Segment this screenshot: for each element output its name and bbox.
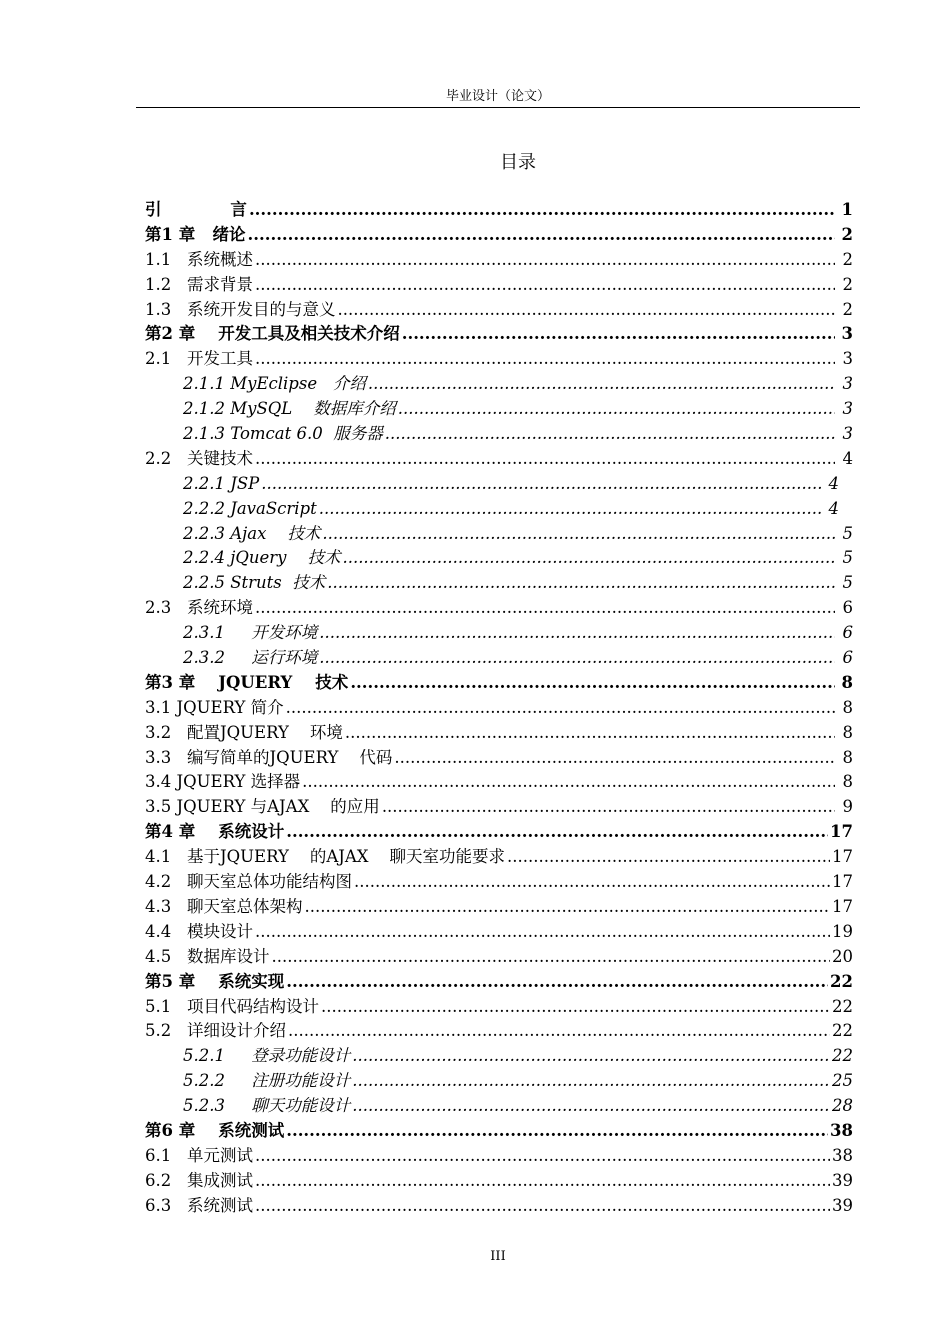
toc-entry-label: 第4 章 系统设计 [145,822,285,842]
toc-entry-page: 2 [841,224,853,244]
toc-entry[interactable] [145,870,855,895]
toc-entry-page: 38 [830,1120,853,1140]
toc-entry-label: 第6 章 系统测试 [145,1120,285,1140]
toc-entry[interactable] [145,1094,855,1119]
toc-entry-label: 2.2.3 Ajax 技术 [183,523,321,543]
toc-entry-label: 4.4 模块设计 [145,921,253,941]
toc-entry[interactable] [145,895,855,920]
toc-title: 目录 [500,152,536,173]
toc-entry-label: 3.4 JQUERY 选择器 [145,772,301,792]
toc-entry-label: 4.3 聊天室总体架构 [145,896,303,916]
dot-leader [255,347,835,372]
table-of-contents [145,198,855,1219]
toc-entry-page: 39 [832,1170,853,1190]
toc-entry-page: 17 [832,847,853,867]
dot-leader [255,1144,830,1169]
toc-entry-page: 4 [842,448,853,468]
dot-leader [354,870,830,895]
toc-entry-page: 19 [832,921,853,941]
toc-entry-label: 6.3 系统测试 [145,1195,253,1215]
toc-entry-page: 4 [828,498,839,518]
dot-leader [255,596,835,621]
toc-entry[interactable] [145,447,855,472]
toc-entry-label: 2.3.2 运行环境 [183,648,318,668]
toc-entry-label: 3.5 JQUERY 与AJAX 的应用 [145,797,380,817]
toc-entry[interactable] [145,920,855,945]
toc-entry-label: 1.2 需求背景 [145,274,253,294]
dot-leader [255,1194,830,1219]
dot-leader [507,845,830,870]
toc-entry[interactable] [145,497,855,522]
toc-entry-page: 8 [842,772,853,792]
toc-entry-page: 39 [832,1195,853,1215]
toc-entry[interactable] [145,422,855,447]
dot-leader [304,895,830,920]
toc-entry[interactable] [145,546,855,571]
toc-entry-page: 8 [841,672,853,692]
toc-entry[interactable] [145,522,855,547]
toc-entry-page: 4 [828,473,839,493]
toc-entry[interactable] [145,770,855,795]
toc-entry[interactable] [145,198,855,223]
dot-leader [368,372,835,397]
toc-entry-label: 3.1 JQUERY 简介 [145,697,284,717]
toc-entry-page: 9 [842,797,853,817]
toc-entry[interactable] [145,671,855,696]
toc-entry[interactable] [145,696,855,721]
toc-entry-label: 3.2 配置JQUERY 环境 [145,722,343,742]
dot-leader [319,646,835,671]
dot-leader [249,198,835,223]
toc-entry[interactable] [145,621,855,646]
dot-leader [382,795,835,820]
toc-entry-label: 6.1 单元测试 [145,1145,253,1165]
toc-entry-label: 2.2.5 Struts 技术 [183,573,326,593]
toc-entry-page: 6 [842,598,853,618]
dot-leader [342,546,835,571]
dot-leader [350,671,835,696]
toc-entry-page: 8 [842,697,853,717]
toc-entry[interactable] [145,721,855,746]
toc-entry[interactable] [145,298,855,323]
dot-leader [255,447,835,472]
dot-leader [255,1169,830,1194]
toc-entry[interactable] [145,1169,855,1194]
toc-entry[interactable] [145,571,855,596]
toc-entry-page: 17 [830,822,853,842]
toc-entry[interactable] [145,795,855,820]
toc-entry-label: 2.3 系统环境 [145,598,253,618]
toc-entry-label: 5.2.2 注册功能设计 [183,1071,351,1091]
toc-entry-label: 1.3 系统开发目的与意义 [145,299,336,319]
toc-entry[interactable] [145,1194,855,1219]
toc-entry-label: 4.5 数据库设计 [145,946,270,966]
dot-leader [402,322,835,347]
toc-entry[interactable] [145,945,855,970]
toc-entry-page: 6 [842,648,853,668]
toc-entry[interactable] [145,1044,855,1069]
dot-leader [302,770,835,795]
toc-entry-page: 20 [832,946,853,966]
toc-entry-label: 2.1.3 Tomcat 6.0 服务器 [183,424,383,444]
toc-entry-label: 4.1 基于JQUERY 的AJAX 聊天室功能要求 [145,847,506,867]
toc-entry[interactable] [145,995,855,1020]
toc-entry-page: 2 [842,274,853,294]
toc-entry-label: 2.2.4 jQuery 技术 [183,548,341,568]
toc-entry-page: 3 [841,324,853,344]
dot-leader [271,945,830,970]
toc-entry-page: 5 [842,548,853,568]
dot-leader [319,621,835,646]
toc-entry[interactable] [145,347,855,372]
toc-entry-page: 3 [842,424,853,444]
dot-leader [247,223,835,248]
toc-entry-page: 22 [832,1021,853,1041]
dot-leader [345,721,835,746]
toc-entry[interactable] [145,273,855,298]
toc-entry-page: 22 [832,1046,853,1066]
dot-leader [286,696,835,721]
dot-leader [352,1069,830,1094]
toc-entry-page: 8 [842,722,853,742]
page-header [136,88,860,108]
toc-entry[interactable] [145,397,855,422]
toc-entry[interactable] [145,322,855,347]
dot-leader [327,571,835,596]
toc-entry-label: 2.2.1 JSP [183,473,260,493]
toc-entry[interactable] [145,248,855,273]
toc-entry[interactable] [145,970,855,995]
toc-entry-page: 22 [830,971,853,991]
toc-entry[interactable] [145,472,855,497]
toc-entry-page: 5 [842,573,853,593]
toc-entry[interactable] [145,1144,855,1169]
dot-leader [255,273,835,298]
dot-leader [352,1094,830,1119]
toc-entry-page: 38 [832,1145,853,1165]
toc-entry-label: 2.1.1 MyEclipse 介绍 [183,374,366,394]
dot-leader [322,522,835,547]
toc-entry-label: 5.2.1 登录功能设计 [183,1046,351,1066]
toc-entry[interactable] [145,372,855,397]
dot-leader [261,472,823,497]
toc-entry[interactable] [145,223,855,248]
toc-entry-page: 3 [842,374,853,394]
dot-leader [255,248,835,273]
toc-entry-label: 5.1 项目代码结构设计 [145,996,319,1016]
toc-entry-page: 6 [842,623,853,643]
toc-entry[interactable] [145,845,855,870]
dot-leader [319,497,823,522]
toc-entry-label: 1.1 系统概述 [145,249,253,269]
toc-entry-page: 2 [842,299,853,319]
toc-entry-label: 第1 章 绪论 [145,224,246,244]
toc-entry-label: 第5 章 系统实现 [145,971,285,991]
dot-leader [286,970,828,995]
toc-entry-page: 2 [842,249,853,269]
dot-leader [337,298,835,323]
header-text: 毕业设计（论文） [445,89,550,104]
toc-entry-page: 17 [832,872,853,892]
toc-entry-label: 2.2 关键技术 [145,448,253,468]
toc-entry-label: 第3 章 JQUERY 技术 [145,672,349,692]
dot-leader [352,1044,830,1069]
page-number: III [490,1249,506,1264]
toc-entry-page: 25 [832,1071,853,1091]
toc-entry-page: 3 [842,399,853,419]
dot-leader [286,820,828,845]
toc-entry[interactable] [145,646,855,671]
dot-leader [255,920,830,945]
toc-entry-label: 2.1.2 MySQL 数据库介绍 [183,399,396,419]
toc-entry-page: 22 [832,996,853,1016]
toc-entry-label: 5.2.3 聊天功能设计 [183,1096,351,1116]
toc-entry[interactable] [145,1069,855,1094]
toc-entry-page: 1 [841,200,853,219]
toc-entry-page: 28 [832,1096,853,1116]
toc-entry[interactable] [145,820,855,845]
dot-leader [288,1019,830,1044]
toc-entry[interactable] [145,746,855,771]
toc-entry[interactable] [145,1119,855,1144]
toc-entry-label: 5.2 详细设计介绍 [145,1021,286,1041]
toc-entry-label: 引 言 [145,200,247,219]
dot-leader [398,397,835,422]
toc-entry-label: 6.2 集成测试 [145,1170,253,1190]
toc-entry[interactable] [145,596,855,621]
dot-leader [385,422,835,447]
toc-entry-label: 2.1 开发工具 [145,349,253,369]
toc-entry-page: 5 [842,523,853,543]
toc-entry-label: 3.3 编写简单的JQUERY 代码 [145,747,393,767]
toc-entry-page: 8 [842,747,853,767]
toc-entry-label: 2.3.1 开发环境 [183,623,318,643]
toc-entry-label: 4.2 聊天室总体功能结构图 [145,872,352,892]
dot-leader [321,995,830,1020]
toc-entry-page: 3 [842,349,853,369]
dot-leader [394,746,835,771]
toc-entry-label: 第2 章 开发工具及相关技术介绍 [145,324,400,344]
dot-leader [286,1119,828,1144]
toc-entry-page: 17 [832,896,853,916]
toc-entry[interactable] [145,1019,855,1044]
toc-entry-label: 2.2.2 JavaScript [183,498,317,518]
